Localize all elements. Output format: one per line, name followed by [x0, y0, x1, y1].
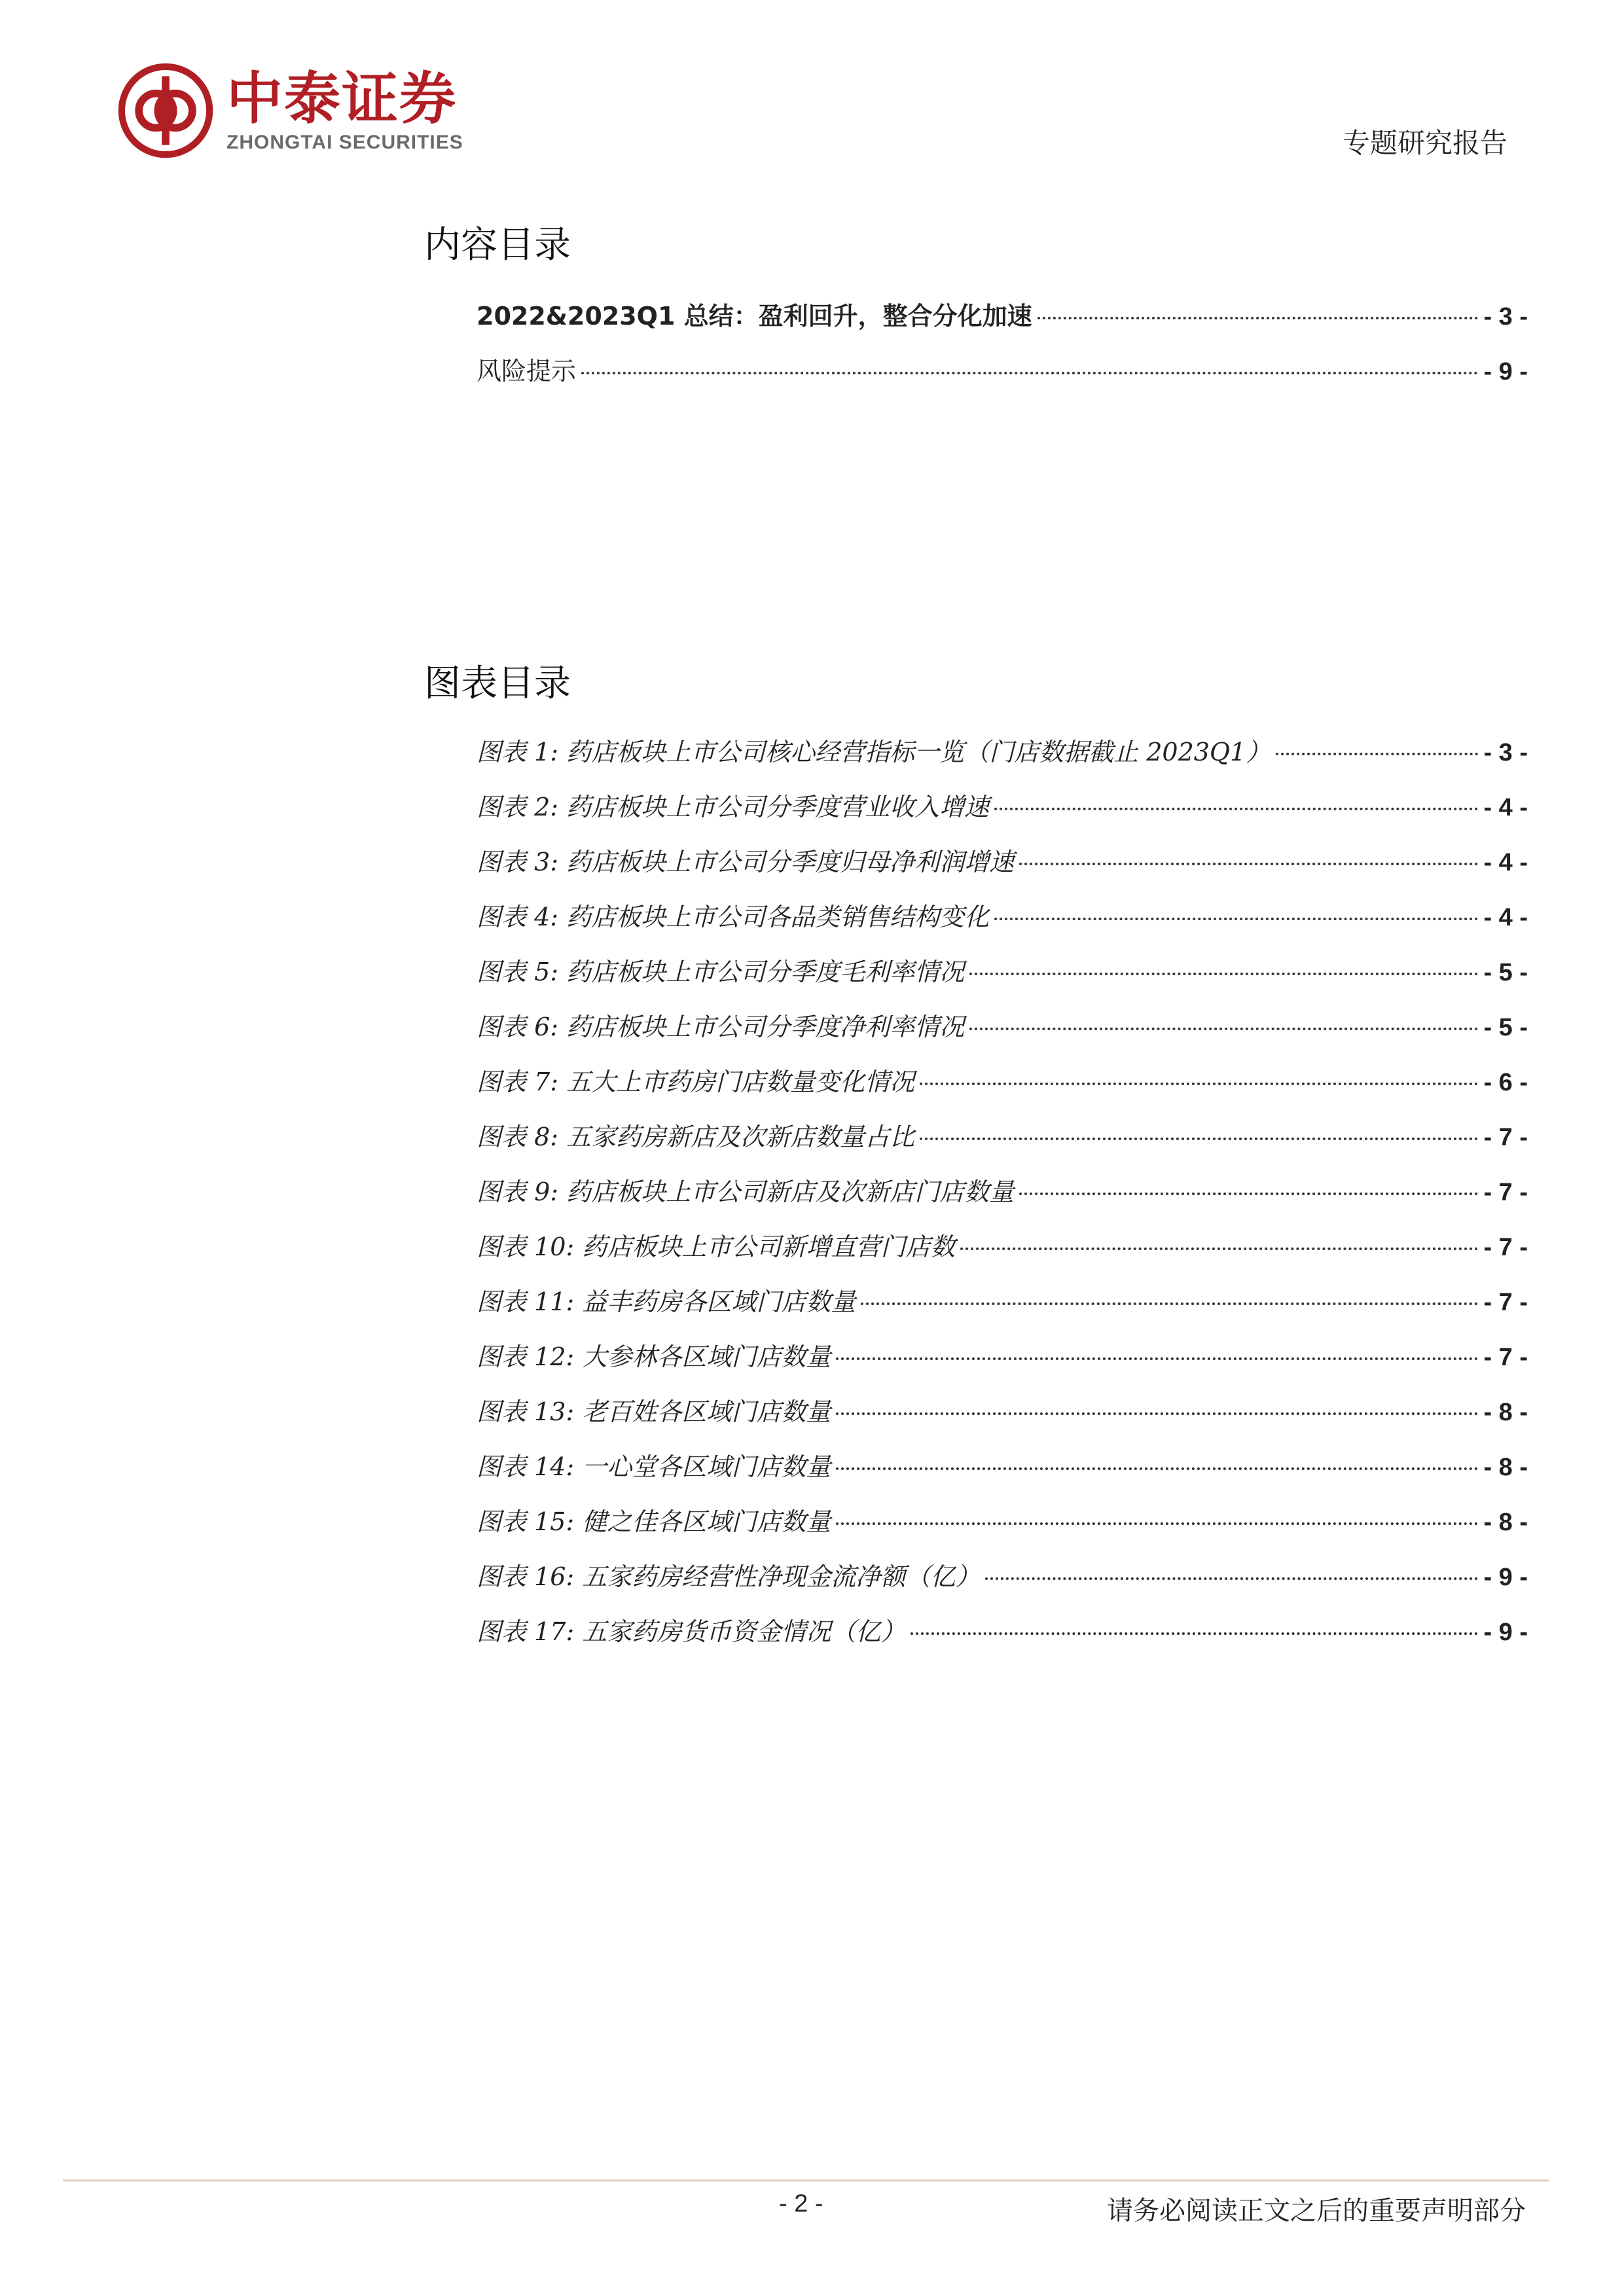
figure-entry-page[interactable]: - 8 - [1483, 1399, 1528, 1426]
figure-entry[interactable] [477, 1062, 1528, 1117]
toc-entry-title[interactable]: 2022&2023Q1 总结：盈利回升，整合分化加速 [477, 302, 1032, 331]
figure-entry-page[interactable]: - 7 - [1483, 1289, 1528, 1316]
figure-entry-page[interactable]: - 9 - [1483, 1564, 1528, 1591]
figure-entry-title[interactable]: 图表 12: 大参林各区域门店数量 [477, 1342, 831, 1371]
figure-entry-page[interactable]: - 6 - [1483, 1069, 1528, 1096]
figure-entry-page[interactable]: - 5 - [1483, 959, 1528, 986]
figure-entry[interactable] [477, 1282, 1528, 1336]
figure-entry-title[interactable]: 图表 8: 五家药房新店及次新店数量占比 [477, 1122, 915, 1151]
figure-entry-title[interactable]: 图表 3: 药店板块上市公司分季度归母净利润增速 [477, 848, 1015, 876]
footer-page-number: - 2 - [779, 2190, 823, 2217]
figure-entry[interactable] [477, 1611, 1528, 1666]
figure-entry-title[interactable]: 图表 10: 药店板块上市公司新增直营门店数 [477, 1232, 956, 1261]
figure-entry-title[interactable]: 图表 2: 药店板块上市公司分季度营业收入增速 [477, 793, 990, 821]
contents-list [477, 296, 1528, 406]
figure-entry[interactable] [477, 787, 1528, 842]
figure-entry-title[interactable]: 图表 6: 药店板块上市公司分季度净利率情况 [477, 1013, 965, 1041]
figure-entry-page[interactable]: - 8 - [1483, 1454, 1528, 1481]
figure-entry-title[interactable]: 图表 17: 五家药房货币资金情况（亿） [477, 1617, 906, 1646]
figure-entry-title[interactable]: 图表 5: 药店板块上市公司分季度毛利率情况 [477, 958, 965, 986]
dot-leader [581, 372, 1478, 374]
dot-leader [985, 1577, 1478, 1580]
zhongtai-logo-icon [118, 63, 213, 158]
footer-divider [63, 2179, 1549, 2181]
toc-entry[interactable] [477, 296, 1528, 351]
figure-entry-page[interactable]: - 7 - [1483, 1234, 1528, 1261]
figure-entry[interactable] [477, 1227, 1528, 1282]
toc-entry-page[interactable]: - 3 - [1483, 303, 1528, 331]
dot-leader [994, 918, 1478, 920]
dot-leader [969, 973, 1478, 975]
figure-entry[interactable] [477, 1336, 1528, 1391]
figure-entry[interactable] [477, 1391, 1528, 1446]
dot-leader [1038, 317, 1479, 319]
dot-leader [1019, 1193, 1478, 1195]
figure-entry-title[interactable]: 图表 1: 药店板块上市公司核心经营指标一览（门店数据截止 2023Q1） [477, 738, 1271, 766]
figure-entry-title[interactable]: 图表 13: 老百姓各区域门店数量 [477, 1397, 831, 1426]
figure-entry-page[interactable]: - 5 - [1483, 1014, 1528, 1041]
figures-heading: 图表目录 [424, 662, 571, 705]
figure-entry-page[interactable]: - 7 - [1483, 1179, 1528, 1206]
figure-entry-title[interactable]: 图表 14: 一心堂各区域门店数量 [477, 1452, 831, 1481]
figure-entry[interactable] [477, 1007, 1528, 1062]
dot-leader [1276, 753, 1478, 755]
figure-entry[interactable] [477, 897, 1528, 952]
dot-leader [836, 1522, 1478, 1525]
figure-entry-title[interactable]: 图表 16: 五家药房经营性净现金流净额（亿） [477, 1562, 981, 1591]
dot-leader [1019, 863, 1478, 865]
figure-entry-page[interactable]: - 9 - [1483, 1619, 1528, 1646]
dot-leader [969, 1028, 1478, 1030]
toc-entry-page[interactable]: - 9 - [1483, 358, 1528, 386]
figure-entry-title[interactable]: 图表 11: 益丰药房各区域门店数量 [477, 1287, 856, 1316]
figure-entry[interactable] [477, 1446, 1528, 1501]
brand-logo [118, 63, 463, 158]
dot-leader [836, 1412, 1478, 1415]
dot-leader [836, 1357, 1478, 1360]
figure-entry-page[interactable]: - 8 - [1483, 1509, 1528, 1536]
figures-list [477, 732, 1528, 1666]
toc-entry[interactable] [477, 351, 1528, 406]
figure-entry[interactable] [477, 1117, 1528, 1172]
figure-entry-page[interactable]: - 4 - [1483, 794, 1528, 821]
figure-entry[interactable] [477, 842, 1528, 897]
brand-name-cn: 中泰证券 [226, 66, 457, 132]
report-type-label: 专题研究报告 [1342, 127, 1507, 159]
figure-entry-page[interactable]: - 7 - [1483, 1124, 1528, 1151]
dot-leader [920, 1083, 1478, 1085]
figure-entry-page[interactable]: - 4 - [1483, 904, 1528, 931]
figure-entry[interactable] [477, 732, 1528, 787]
contents-heading: 内容目录 [424, 224, 571, 266]
dot-leader [960, 1247, 1478, 1250]
figure-entry-title[interactable]: 图表 15: 健之佳各区域门店数量 [477, 1507, 831, 1536]
dot-leader [861, 1302, 1478, 1305]
figure-entry-title[interactable]: 图表 9: 药店板块上市公司新店及次新店门店数量 [477, 1177, 1015, 1206]
figure-entry-page[interactable]: - 7 - [1483, 1344, 1528, 1371]
dot-leader [920, 1138, 1478, 1140]
figure-entry-page[interactable]: - 3 - [1483, 739, 1528, 766]
dot-leader [994, 808, 1478, 810]
figure-entry-page[interactable]: - 4 - [1483, 849, 1528, 876]
footer-disclaimer: 请务必阅读正文之后的重要声明部分 [1107, 2196, 1526, 2226]
toc-entry-title[interactable]: 风险提示 [477, 357, 577, 386]
dot-leader [911, 1632, 1478, 1635]
figure-entry[interactable] [477, 1501, 1528, 1556]
brand-name-en: ZHONGTAI SECURITIES [226, 132, 463, 153]
figure-entry[interactable] [477, 1556, 1528, 1611]
figure-entry[interactable] [477, 952, 1528, 1007]
dot-leader [836, 1467, 1478, 1470]
figure-entry-title[interactable]: 图表 7: 五大上市药房门店数量变化情况 [477, 1067, 915, 1096]
figure-entry-title[interactable]: 图表 4: 药店板块上市公司各品类销售结构变化 [477, 903, 990, 931]
figure-entry[interactable] [477, 1172, 1528, 1227]
